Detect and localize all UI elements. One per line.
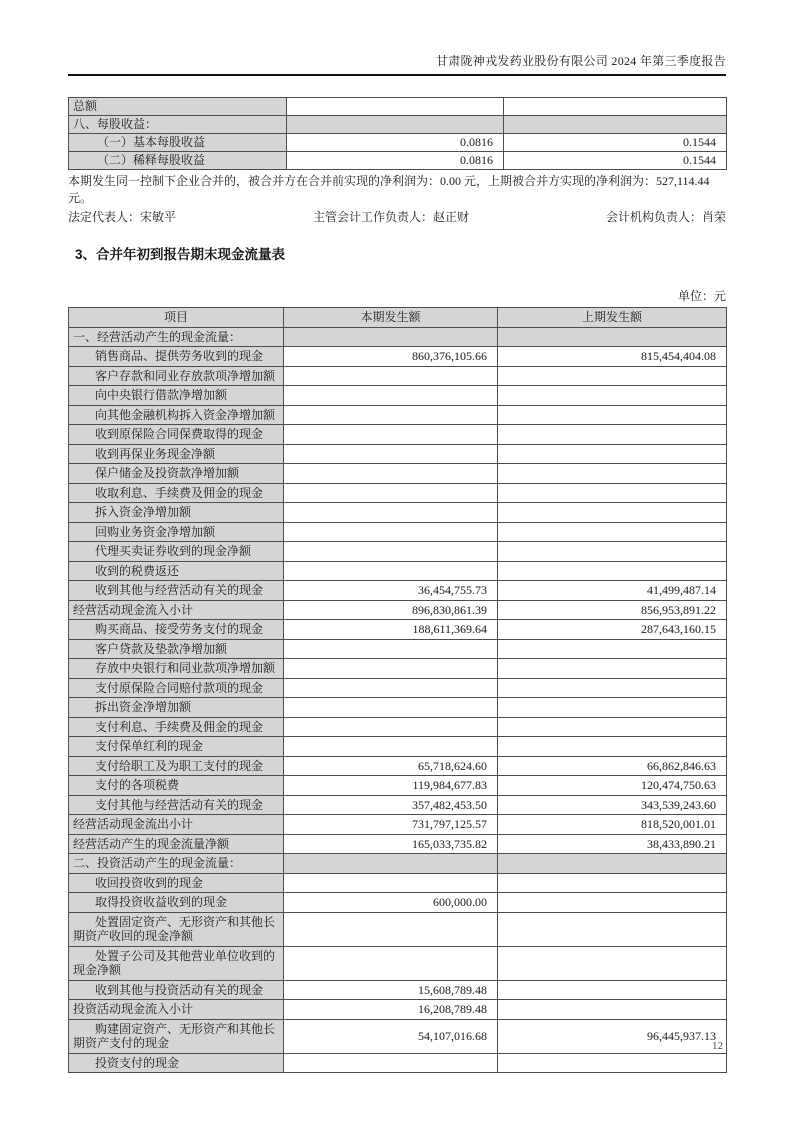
row-current-value [284, 464, 498, 484]
col-header-prior-period: 上期发生额 [498, 308, 727, 328]
row-current-value [284, 912, 498, 946]
row-label: 客户贷款及垫款净增加额 [69, 639, 284, 659]
row-label: 经营活动现金流入小计 [69, 600, 284, 620]
row-current-value [284, 503, 498, 523]
row-label: 收回投资收到的现金 [69, 873, 284, 893]
table-row [69, 912, 727, 946]
row-prior-value [498, 893, 727, 913]
row-label: 收到其他与经营活动有关的现金 [69, 581, 284, 601]
row-prior-value [498, 639, 727, 659]
row-current-value [287, 116, 504, 134]
table-row [69, 116, 727, 134]
row-current-value [284, 561, 498, 581]
row-current-value: 16,208,789.48 [284, 1000, 498, 1020]
table-row [69, 795, 727, 815]
row-current-value [284, 873, 498, 893]
row-label: 投资活动现金流入小计 [69, 1000, 284, 1020]
row-label: 一、经营活动产生的现金流量： [69, 327, 284, 347]
row-label: 客户存款和同业存放款项净增加额 [69, 366, 284, 386]
table-row [69, 659, 727, 679]
row-current-value [284, 737, 498, 757]
row-current-value [284, 483, 498, 503]
row-prior-value [498, 854, 727, 874]
row-current-value [284, 425, 498, 445]
legal-representative: 法定代表人：宋敏平 [68, 210, 177, 224]
row-prior-value [504, 98, 727, 116]
row-current-value [284, 542, 498, 562]
row-label: 拆出资金净增加额 [69, 698, 284, 718]
row-current-value: 15,608,789.48 [284, 980, 498, 1000]
table-row [69, 327, 727, 347]
table-row [69, 776, 727, 796]
signature-line [68, 210, 726, 225]
table-row [69, 1000, 727, 1020]
row-current-value: 896,830,861.39 [284, 600, 498, 620]
table-row [69, 698, 727, 718]
row-prior-value [498, 873, 727, 893]
page-title: 甘肃陇神戎发药业股份有限公司 2024 年第三季度报告 [435, 54, 726, 68]
row-label: 购建固定资产、无形资产和其他长期资产支付的现金 [69, 1019, 284, 1053]
row-prior-value [498, 405, 727, 425]
row-label: 支付给职工及为职工支付的现金 [69, 756, 284, 776]
table-row [69, 815, 727, 835]
row-label: 支付原保险合同赔付款项的现金 [69, 678, 284, 698]
row-current-value [284, 522, 498, 542]
row-prior-value [498, 912, 727, 946]
row-label: 收到的税费返还 [69, 561, 284, 581]
table-row [69, 834, 727, 854]
table-row [69, 425, 727, 445]
row-label: 八、每股收益： [69, 116, 287, 134]
row-prior-value: 96,445,937.13 [498, 1019, 727, 1053]
row-current-value [284, 717, 498, 737]
row-prior-value [498, 717, 727, 737]
row-label: （一）基本每股收益 [69, 134, 287, 152]
row-prior-value [498, 698, 727, 718]
row-prior-value [498, 522, 727, 542]
row-label: 代理买卖证券收到的现金净额 [69, 542, 284, 562]
row-current-value [284, 405, 498, 425]
row-label: （二）稀释每股收益 [69, 152, 287, 170]
row-prior-value: 38,433,890.21 [498, 834, 727, 854]
row-prior-value [498, 678, 727, 698]
row-current-value: 36,454,755.73 [284, 581, 498, 601]
row-prior-value [498, 561, 727, 581]
col-header-item: 项目 [69, 308, 284, 328]
row-prior-value [498, 386, 727, 406]
section-heading: 3、合并年初到报告期末现金流量表 [75, 247, 286, 262]
table-row [69, 737, 727, 757]
row-prior-value: 66,862,846.63 [498, 756, 727, 776]
row-current-value [284, 327, 498, 347]
row-current-value [284, 659, 498, 679]
row-label: 总额 [69, 98, 287, 116]
row-current-value [284, 1053, 498, 1073]
row-prior-value [498, 1053, 727, 1073]
row-label: 经营活动现金流出小计 [69, 815, 284, 835]
row-label: 处置子公司及其他营业单位收到的现金净额 [69, 946, 284, 980]
table-row [69, 893, 727, 913]
row-current-value: 357,482,453.50 [284, 795, 498, 815]
unit-label: 单位：元 [677, 289, 726, 303]
table-row [69, 444, 727, 464]
table-row [69, 405, 727, 425]
row-current-value [284, 366, 498, 386]
row-label: 经营活动产生的现金流量净额 [69, 834, 284, 854]
table-header-row [69, 308, 727, 328]
table-row [69, 980, 727, 1000]
table-row [69, 483, 727, 503]
row-prior-value [498, 1000, 727, 1020]
table-row [69, 134, 727, 152]
row-prior-value [498, 980, 727, 1000]
table-row [69, 542, 727, 562]
table-row [69, 347, 727, 367]
table-row [69, 561, 727, 581]
row-prior-value [498, 483, 727, 503]
row-label: 支付保单红利的现金 [69, 737, 284, 757]
row-label: 向其他金融机构拆入资金净增加额 [69, 405, 284, 425]
row-label: 收到原保险合同保费取得的现金 [69, 425, 284, 445]
page-content [68, 0, 726, 1073]
row-current-value: 119,984,677.83 [284, 776, 498, 796]
table-row [69, 854, 727, 874]
row-current-value: 0.0816 [287, 152, 504, 170]
table-row [69, 873, 727, 893]
row-label: 支付利息、手续费及佣金的现金 [69, 717, 284, 737]
row-label: 存放中央银行和同业款项净增加额 [69, 659, 284, 679]
eps-table-body [69, 98, 727, 170]
table-row [69, 1053, 727, 1073]
row-label: 收取利息、手续费及佣金的现金 [69, 483, 284, 503]
row-prior-value [498, 542, 727, 562]
table-row [69, 639, 727, 659]
row-label: 保户储金及投资款净增加额 [69, 464, 284, 484]
cashflow-table-body [69, 327, 727, 1073]
row-current-value [284, 444, 498, 464]
row-current-value [284, 386, 498, 406]
row-prior-value: 343,539,243.60 [498, 795, 727, 815]
row-prior-value: 120,474,750.63 [498, 776, 727, 796]
table-row [69, 717, 727, 737]
page-number: 12 [712, 1040, 723, 1052]
table-row [69, 946, 727, 980]
row-prior-value: 856,953,891.22 [498, 600, 727, 620]
row-current-value: 165,033,735.82 [284, 834, 498, 854]
row-current-value: 54,107,016.68 [284, 1019, 498, 1053]
cashflow-table [68, 307, 727, 1073]
table-row [69, 756, 727, 776]
table-row [69, 464, 727, 484]
table-row [69, 620, 727, 640]
row-label: 销售商品、提供劳务收到的现金 [69, 347, 284, 367]
chief-accounting-officer: 主管会计工作负责人：赵正财 [312, 210, 469, 224]
row-prior-value [498, 366, 727, 386]
table-row [69, 152, 727, 170]
row-current-value: 65,718,624.60 [284, 756, 498, 776]
row-prior-value [498, 737, 727, 757]
row-prior-value: 815,454,404.08 [498, 347, 727, 367]
row-current-value [284, 854, 498, 874]
row-prior-value: 0.1544 [504, 134, 727, 152]
row-label: 取得投资收益收到的现金 [69, 893, 284, 913]
header-rule [68, 74, 726, 76]
report-header [68, 0, 726, 69]
table-row [69, 600, 727, 620]
col-header-current-period: 本期发生额 [284, 308, 498, 328]
row-prior-value [498, 659, 727, 679]
row-current-value: 600,000.00 [284, 893, 498, 913]
row-prior-value: 287,643,160.15 [498, 620, 727, 640]
table-row [69, 522, 727, 542]
row-prior-value [504, 116, 727, 134]
cashflow-table-head [69, 308, 727, 328]
row-prior-value [498, 464, 727, 484]
row-current-value [284, 639, 498, 659]
row-label: 处置固定资产、无形资产和其他长期资产收回的现金净额 [69, 912, 284, 946]
row-prior-value [498, 327, 727, 347]
table-row [69, 503, 727, 523]
merger-note: 本期发生同一控制下企业合并的，被合并方在合并前实现的净利润为：0.00 元，上期被合并方实现的净利润为：527,114.44 元。 [68, 174, 710, 205]
row-prior-value [498, 425, 727, 445]
row-label: 购买商品、接受劳务支付的现金 [69, 620, 284, 640]
row-prior-value [498, 444, 727, 464]
row-label: 投资支付的现金 [69, 1053, 284, 1073]
row-label: 支付其他与经营活动有关的现金 [69, 795, 284, 815]
row-current-value [287, 98, 504, 116]
row-current-value: 188,611,369.64 [284, 620, 498, 640]
table-row [69, 386, 727, 406]
row-label: 收到再保业务现金净额 [69, 444, 284, 464]
row-prior-value: 0.1544 [504, 152, 727, 170]
row-label: 支付的各项税费 [69, 776, 284, 796]
row-current-value: 731,797,125.57 [284, 815, 498, 835]
row-label: 向中央银行借款净增加额 [69, 386, 284, 406]
row-prior-value [498, 946, 727, 980]
row-prior-value: 818,520,001.01 [498, 815, 727, 835]
row-current-value: 0.0816 [287, 134, 504, 152]
row-current-value [284, 946, 498, 980]
row-current-value [284, 698, 498, 718]
table-row [69, 98, 727, 116]
row-prior-value: 41,499,487.14 [498, 581, 727, 601]
row-current-value: 860,376,105.66 [284, 347, 498, 367]
table-row [69, 581, 727, 601]
row-label: 二、投资活动产生的现金流量： [69, 854, 284, 874]
row-prior-value [498, 503, 727, 523]
accounting-department-head: 会计机构负责人：肖荣 [605, 210, 726, 224]
row-label: 拆入资金净增加额 [69, 503, 284, 523]
row-label: 回购业务资金净增加额 [69, 522, 284, 542]
eps-table [68, 97, 727, 170]
table-row [69, 1019, 727, 1053]
table-row [69, 366, 727, 386]
row-current-value [284, 678, 498, 698]
row-label: 收到其他与投资活动有关的现金 [69, 980, 284, 1000]
table-row [69, 678, 727, 698]
